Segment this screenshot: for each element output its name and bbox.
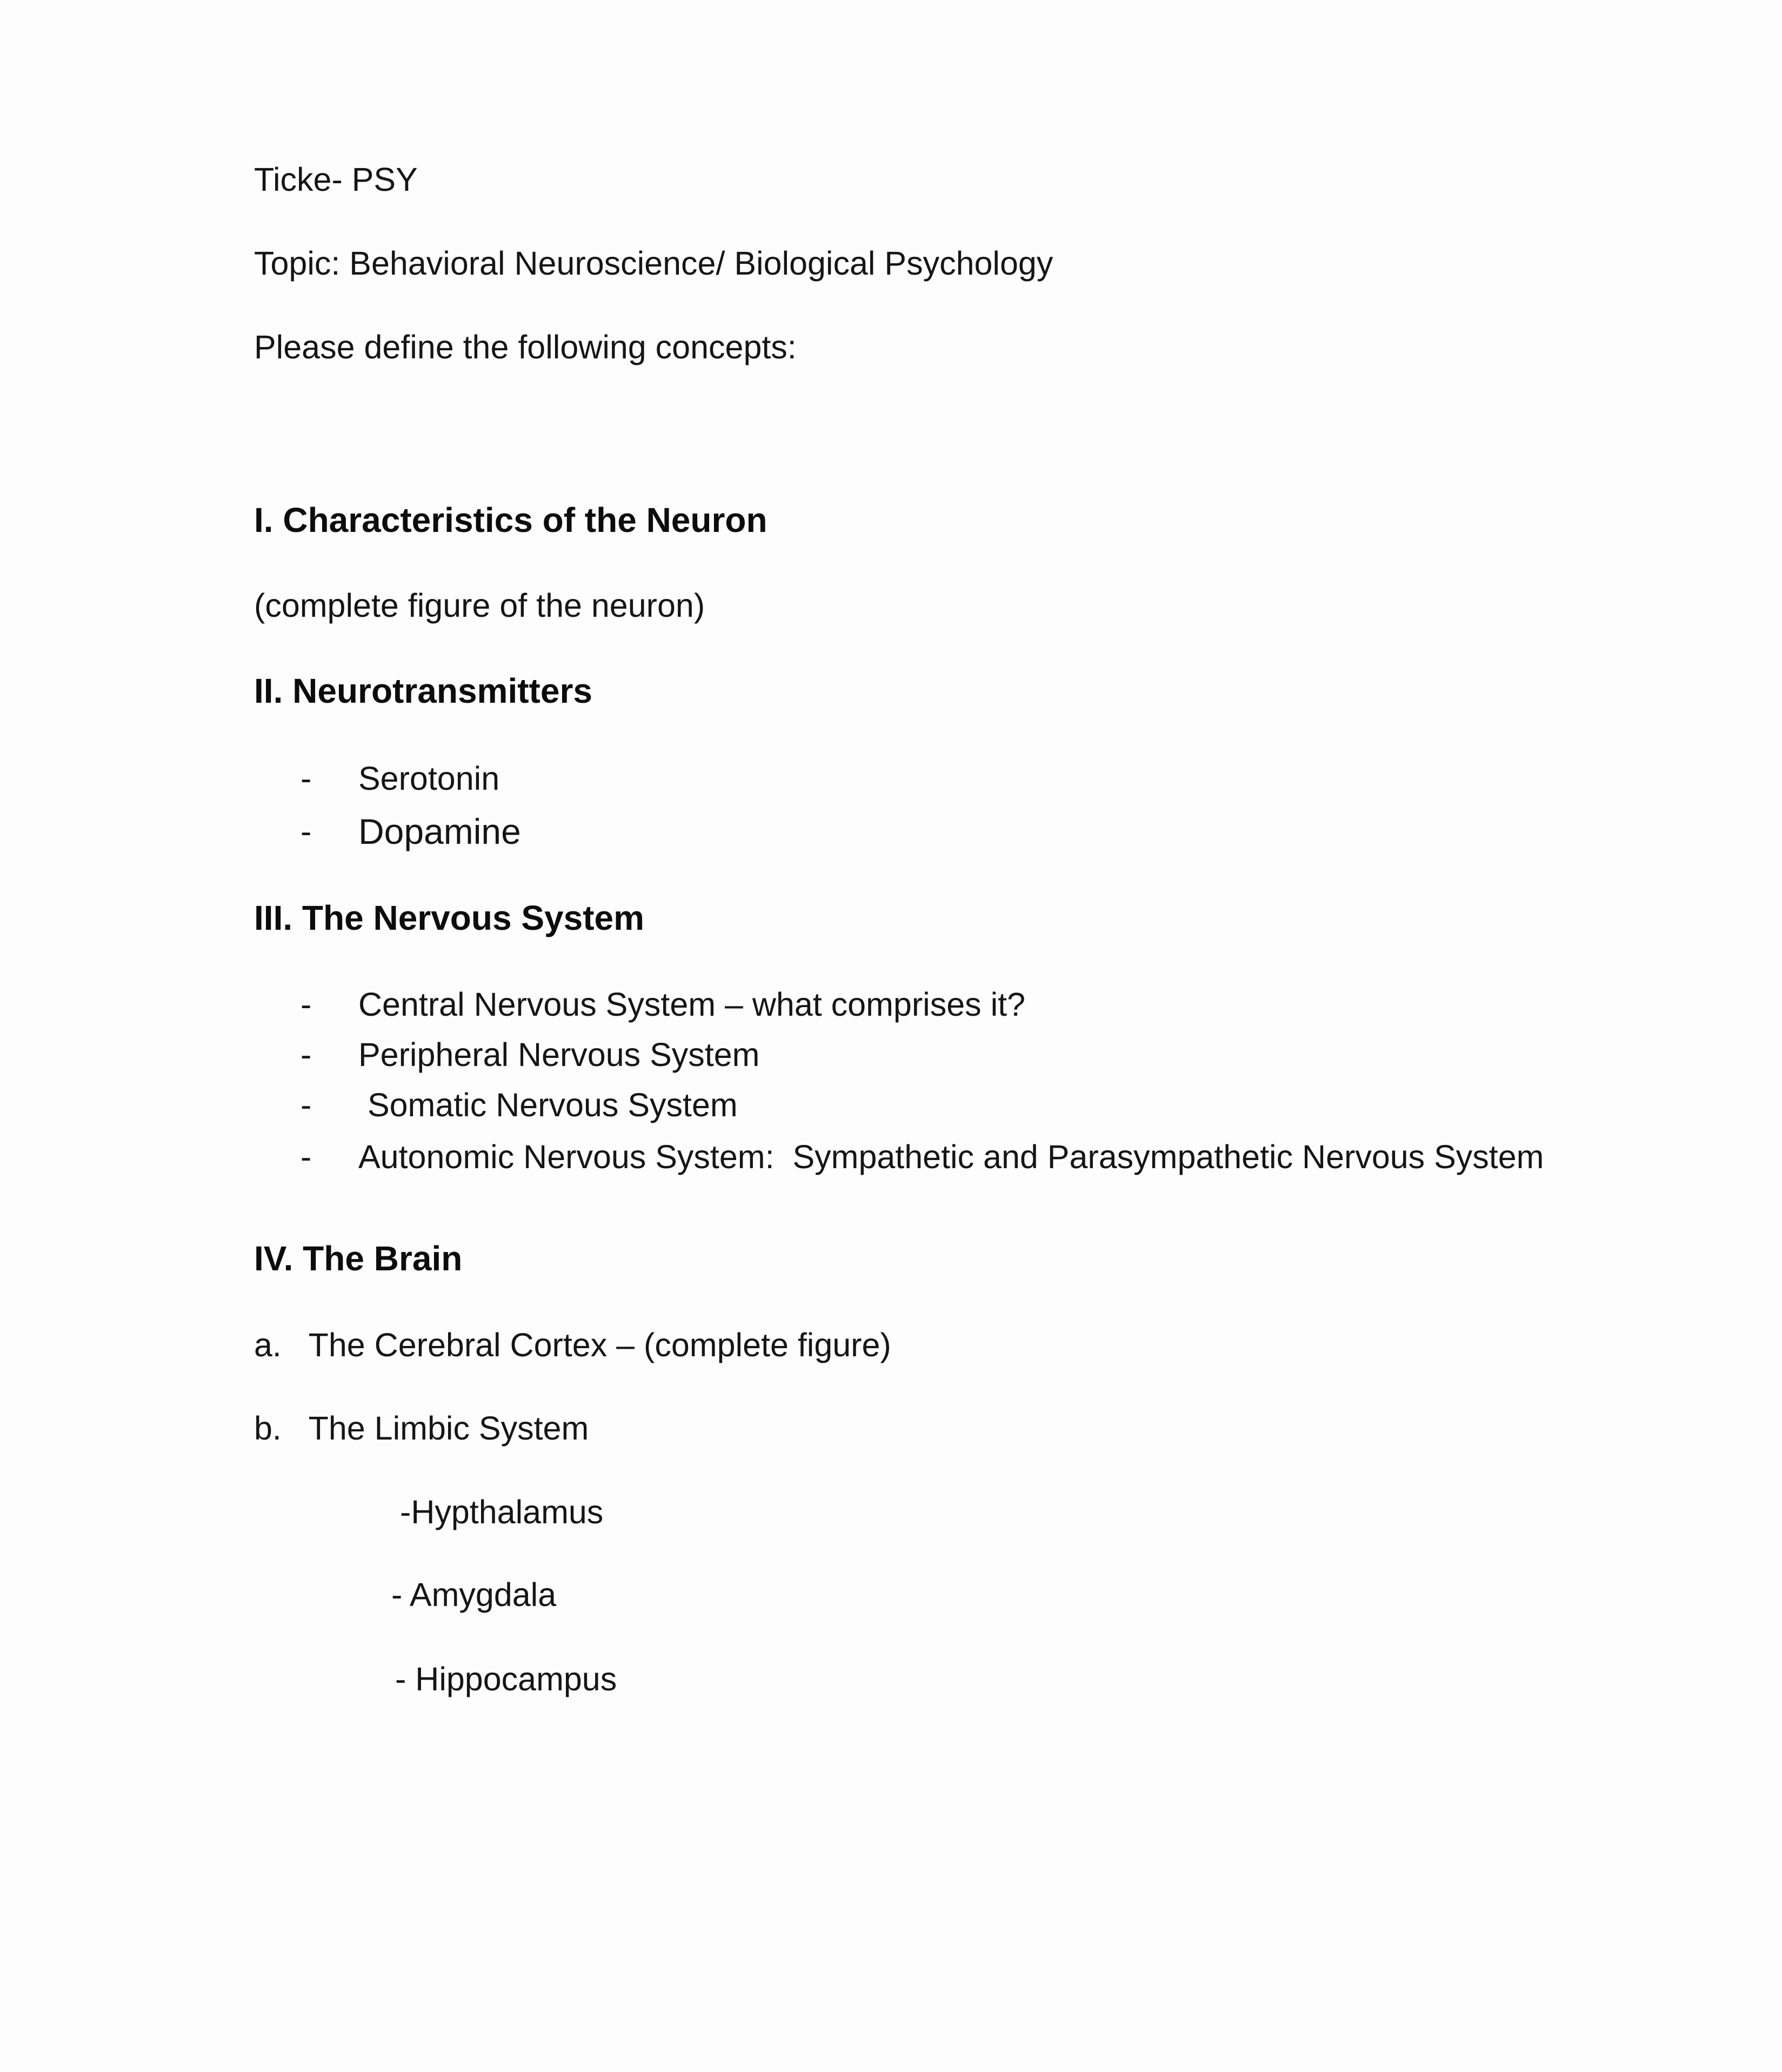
topic-line: Topic: Behavioral Neuroscience/ Biological Psychology	[254, 245, 1053, 282]
list-item-peripheral-nervous-system: Peripheral Nervous System	[358, 1036, 760, 1073]
list-dash: -	[301, 986, 312, 1023]
list-dash: -	[301, 813, 312, 850]
list-dash: -	[301, 1036, 312, 1073]
section-heading-brain: IV. The Brain	[254, 1239, 463, 1278]
brain-item-limbic-system: b. The Limbic System	[254, 1410, 589, 1447]
course-line: Ticke- PSY	[254, 161, 418, 198]
list-item-somatic-nervous-system: Somatic Nervous System	[358, 1087, 738, 1123]
section-heading-nervous-system: III. The Nervous System	[254, 898, 645, 937]
section-heading-neuron: I. Characteristics of the Neuron	[254, 501, 767, 539]
limbic-part-amygdala: - Amygdala	[391, 1576, 557, 1613]
list-item-dopamine: Dopamine	[358, 811, 521, 851]
limbic-part-hypothalamus: -Hypthalamus	[400, 1494, 604, 1530]
list-dash: -	[301, 1087, 312, 1123]
list-item-autonomic-nervous-system: Autonomic Nervous System: Sympathetic and Parasympathetic Nervous System	[358, 1138, 1544, 1175]
list-item-serotonin: Serotonin	[358, 760, 500, 797]
list-dash: -	[301, 760, 312, 797]
brain-item-cerebral-cortex: a. The Cerebral Cortex – (complete figure)	[254, 1327, 891, 1363]
list-dash: -	[301, 1138, 312, 1175]
section-heading-neurotransmitters: II. Neurotransmitters	[254, 671, 592, 710]
limbic-part-hippocampus: - Hippocampus	[395, 1661, 617, 1697]
instructions-line: Please define the following concepts:	[254, 329, 797, 365]
neuron-figure-note: (complete figure of the neuron)	[254, 587, 705, 624]
list-item-central-nervous-system: Central Nervous System – what comprises it?	[358, 986, 1025, 1023]
